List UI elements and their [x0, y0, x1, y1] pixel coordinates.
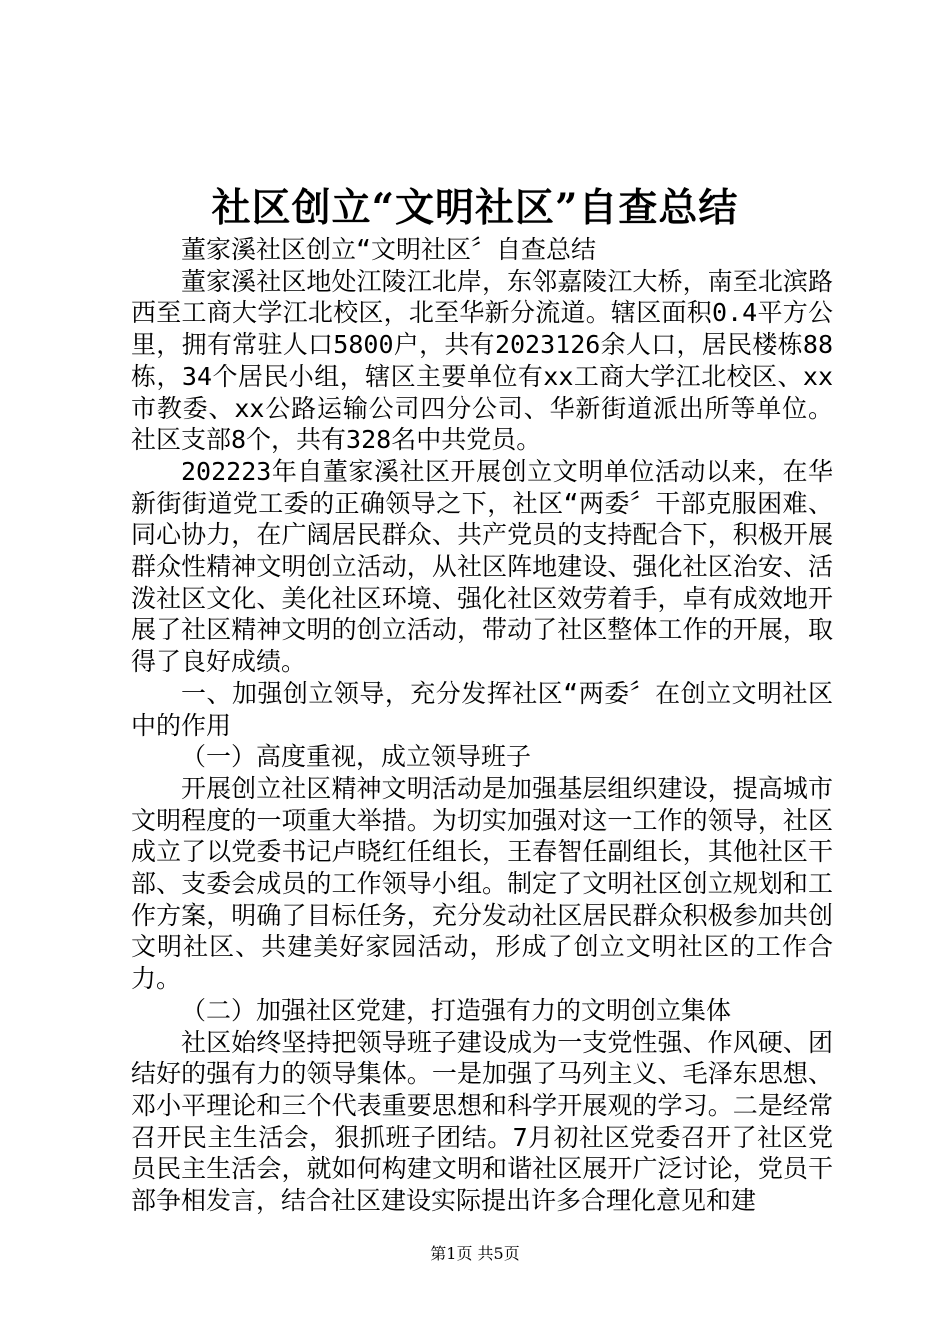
- paragraph-background: 202223年自董家溪社区开展创立文明单位活动以来，在华新街街道党工委的正确领导之下，社区“两委〞干部克服困难、同心协力，在广阔居民群众、共产党员的支持配合下，积极开展群众性精神文明创立活动，从社区阵地建设、强化社区治安、活泼社区文化、美化社区环境、强化社区效劳着手，卓有成效地开展了社区精神文明的创立活动，带动了社区整体工作的开展，取得了良好成绩。: [131, 456, 833, 677]
- paragraph-party-building: 社区始终坚持把领导班子建设成为一支党性强、作风硬、团结好的强有力的领导集体。一是加强了马列主义、毛泽东思想、邓小平理论和三个代表重要思想和科学开展观的学习。二是经常召开民主生活会，狠抓班子团结。7月初社区党委召开了社区党员民主生活会，就如何构建文明和谐社区展开广泛讨论，党员干部争相发言，结合社区建设实际提出许多合理化意见和建: [131, 1027, 833, 1216]
- document-body: [131, 234, 833, 1217]
- paragraph-leadership: 开展创立社区精神文明活动是加强基层组织建设，提高城市文明程度的一项重大举措。为切实加强对这一工作的领导，社区成立了以党委书记卢晓红任组长，王春智任副组长，其他社区干部、支委会成员的工作领导小组。制定了文明社区创立规划和工作方案，明确了目标任务，充分发动社区居民群众积极参加共创文明社区、共建美好家园活动，形成了创立文明社区的工作合力。: [131, 773, 833, 994]
- subsection-heading-2: （二）加强社区党建，打造强有力的文明创立集体: [181, 995, 732, 1025]
- paragraph-overview: 董家溪社区地处江陵江北岸，东邻嘉陵江大桥，南至北滨路西至工商大学江北校区，北至华新分流道。辖区面积0.4平方公里，拥有常驻人口5800户，共有2023126余人口，居民楼栋88栋，34个居民小组，辖区主要单位有xx工商大学江北校区、xx市教委、xx公路运输公司四分公司、华新街道派出所等单位。社区支部8个，共有328名中共党员。: [131, 266, 833, 455]
- paragraph-subtitle: 董家溪社区创立“文明社区〞自查总结: [181, 235, 597, 264]
- subsection-heading-1: （一）高度重视，成立领导班子: [181, 742, 532, 772]
- page-footer: 第1页 共5页: [430, 1244, 520, 1263]
- document-title: 社区创立“文明社区”自查总结: [211, 185, 739, 231]
- section-heading-1: 一、加强创立领导，充分发挥社区“两委〞在创立文明社区中的作用: [131, 678, 833, 740]
